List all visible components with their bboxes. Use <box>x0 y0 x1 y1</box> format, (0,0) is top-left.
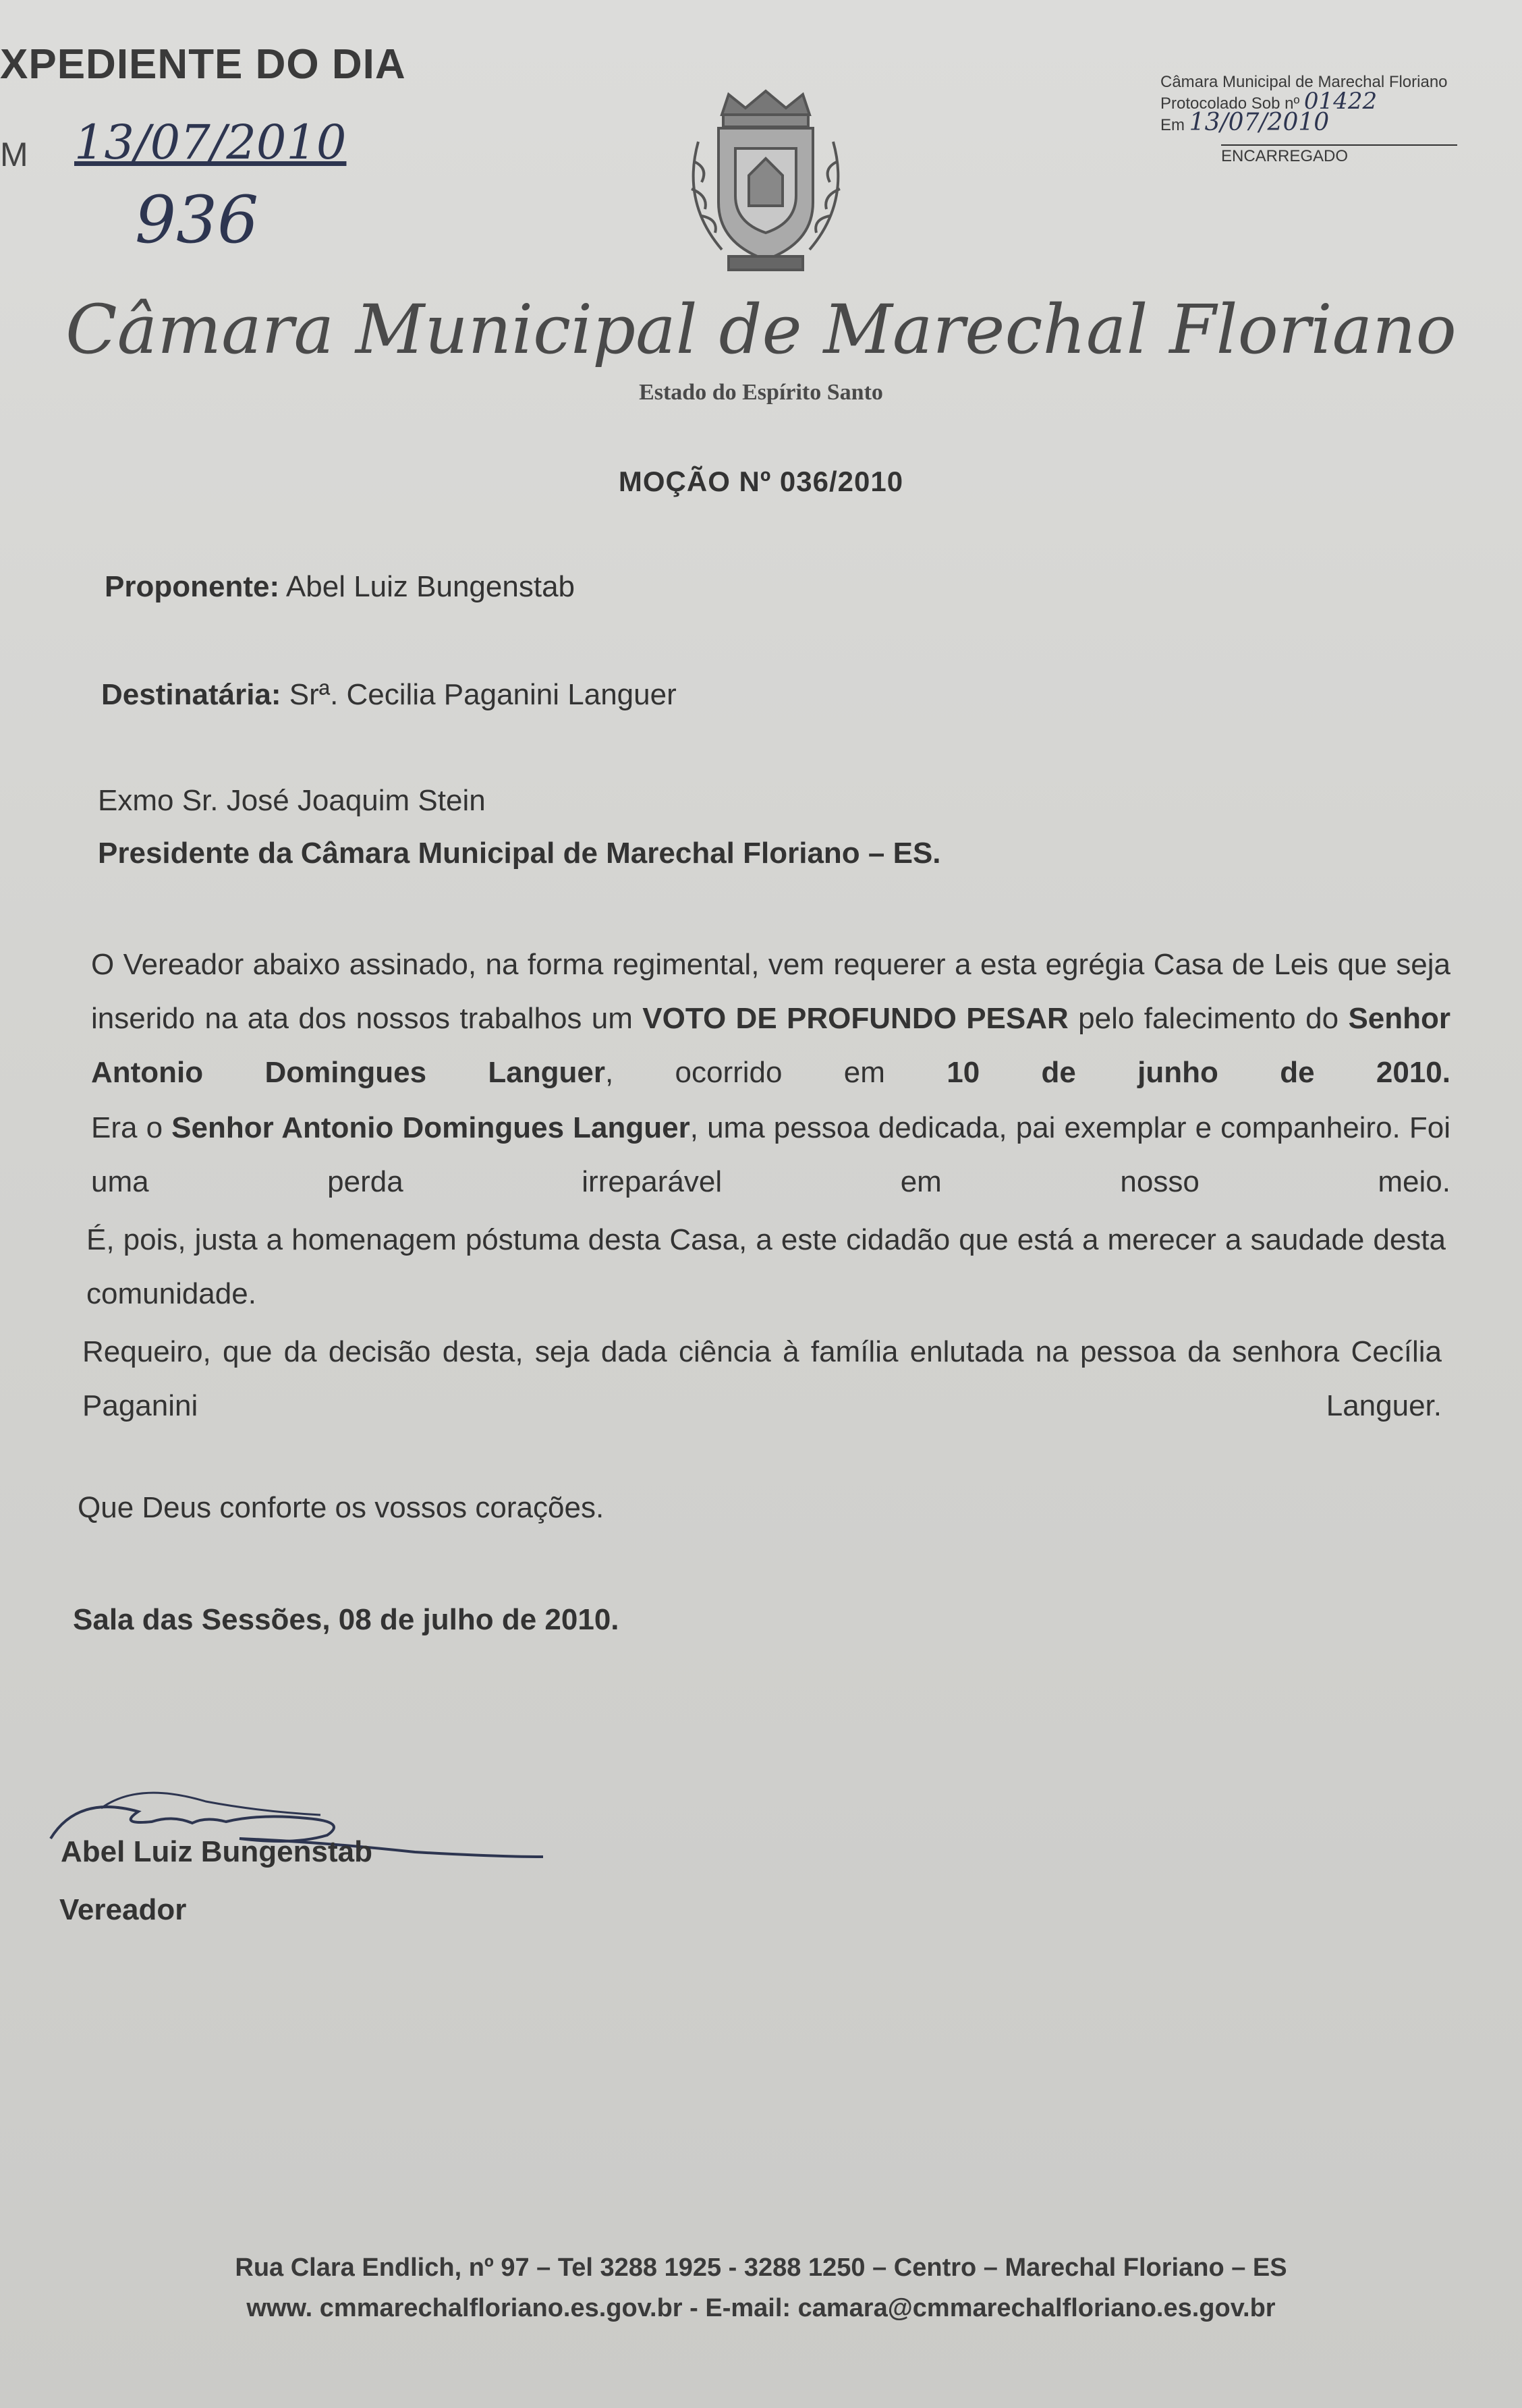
paragraph-request-family: Requeiro, que da decisão desta, seja dada ciência à família enlutada na pessoa da senhora Cecília Paganini Languer. <box>82 1335 1442 1422</box>
closing-line: Que Deus conforte os vossos corações. <box>78 1491 604 1524</box>
place-date-line: Sala das Sessões, 08 de julho de 2010. <box>73 1603 619 1636</box>
death-date: 10 de junho de 2010. <box>947 1056 1450 1089</box>
signer-name: Abel Luiz Bungenstab <box>61 1835 372 1868</box>
deceased-name-2: Senhor Antonio Domingues Languer <box>171 1111 690 1144</box>
proponent-value: Abel Luiz Bungenstab <box>285 570 575 603</box>
protocol-number: 01422 <box>1303 88 1378 115</box>
municipal-crest-icon <box>681 88 850 283</box>
protocol-line3 <box>1160 109 1457 136</box>
state-subtitle: Estado do Espírito Santo <box>639 380 883 405</box>
proponent-label: Proponente: <box>105 570 280 603</box>
protocol-date: 13/07/2010 <box>1189 109 1330 136</box>
motion-number: MOÇÃO Nº 036/2010 <box>618 466 904 497</box>
vote-phrase: VOTO DE PROFUNDO PESAR <box>642 1002 1069 1035</box>
proponent-line <box>105 570 575 604</box>
signer-role: Vereador <box>59 1893 187 1926</box>
addressee-name: Exmo Sr. José Joaquim Stein <box>98 784 486 817</box>
recipient-value: Srª. Cecilia Paganini Languer <box>289 678 677 711</box>
chamber-title: Câmara Municipal de Marechal Floriano <box>65 290 1457 369</box>
addressee-title: Presidente da Câmara Municipal de Marechal Floriano – ES. <box>98 837 941 870</box>
footer-contact: www. cmmarechalfloriano.es.gov.br - E-mail: camara@cmmarechalfloriano.es.gov.br <box>246 2294 1276 2322</box>
protocol-line1: Câmara Municipal de Marechal Floriano <box>1160 73 1448 91</box>
paragraph-homage: É, pois, justa a homenagem póstuma desta Casa, a este cidadão que está a merecer a saudade desta comunidade. <box>86 1223 1446 1310</box>
expediente-stamp-prefix: M <box>0 136 28 173</box>
protocol-line4: ENCARREGADO <box>1221 144 1457 166</box>
protocol-date-label: Em <box>1160 116 1185 134</box>
protocol-stamp <box>1160 73 1457 166</box>
recipient-label: Destinatária: <box>101 678 281 711</box>
paragraph-request: O Vereador abaixo assinado, na forma regimental, vem requerer a esta egrégia Casa de Leis que seja inserido na ata dos nossos trabalhos um VOTO DE PROFUNDO PESAR pelo falecimento do Senhor Antonio Domingues Languer, ocorrido em 10 de junho de 2010. <box>91 948 1451 1089</box>
handwritten-number: 936 <box>135 182 259 258</box>
recipient-line <box>101 678 677 712</box>
paragraph-tribute: Era o Senhor Antonio Domingues Languer, uma pessoa dedicada, pai exemplar e companheiro. Foi uma perda irreparável em nosso meio. <box>91 1111 1451 1198</box>
handwritten-date: 13/07/2010 <box>74 115 347 170</box>
deceased-name: Senhor Antonio Domingues Languer <box>91 1002 1451 1089</box>
expediente-stamp-title: XPEDIENTE DO DIA <box>0 41 406 88</box>
protocol-number-label: Protocolado Sob nº <box>1160 94 1300 113</box>
footer-address: Rua Clara Endlich, nº 97 – Tel 3288 1925 - 3288 1250 – Centro – Marechal Floriano – ES <box>235 2253 1287 2282</box>
